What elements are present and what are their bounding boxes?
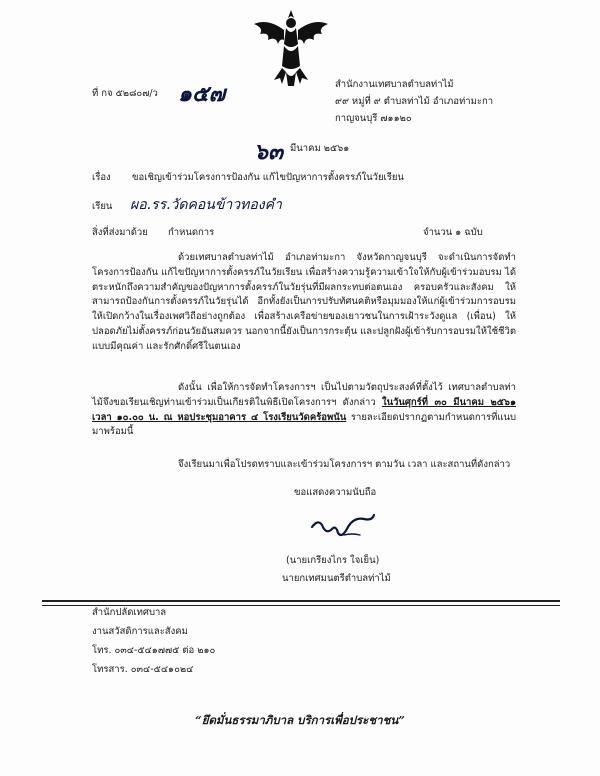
footer-department: สำนักปลัดเทศบาล: [92, 607, 167, 618]
office-name: สำนักงานเทศบาลตำบลท่าไม้: [335, 79, 454, 90]
body-paragraph-2-end: รายละเอียดปรากฏตามกำหนดการที่แนบมาพร้อมนี้: [92, 411, 516, 438]
body-paragraph-2-start: ดังนั้น เพื่อให้การจัดทำโครงการฯ เป็นไปตามวัตถุประสงค์ที่ตั้งไว้ เทศบาลตำบลท่าไม้จึงขอเรียนเชิญท่านเข้าร่วมเป็นเกียรติในพิธีเปิดโครงการฯ ดังกล่าว: [92, 382, 516, 408]
event-time-place: เวลา ๑๐.๐๐ น. ณ หอประชุมอาคาร ๔ โรงเรียนวัดคร้อพนัน: [92, 411, 347, 423]
event-date: ในวันศุกร์ที่ ๓๐ มีนาคม ๒๕๖๑: [381, 396, 516, 408]
document-number: [92, 87, 158, 100]
footer-phone: โทร. ๐๓๔-๕๔๑๗๗๕ ต่อ ๒๑๐: [92, 645, 216, 656]
footer-motto: “ยึดมั่นธรรมาภิบาล บริการเพื่อประชาชน”: [195, 713, 405, 727]
enclosure-text: กำหนดการ: [168, 227, 215, 238]
body-paragraph-2: [92, 381, 516, 440]
subject-text: ขอเชิญเข้าร่วมโครงการป้องกัน แก้ไขปัญหาการตั้งครรภ์ในวัยเรียน: [132, 172, 404, 183]
document-number-prefix: ที่ กจ ๕๒๘๐๗/ว: [92, 88, 158, 99]
body-paragraph-3: [92, 458, 516, 473]
garuda-emblem-icon: [250, 6, 332, 88]
subject-label: เรื่อง: [92, 172, 111, 183]
signer-name: (นายเกรียงไกร ใจเย็น): [286, 555, 380, 566]
signature-icon: [308, 505, 378, 545]
footer-section: งานสวัสดิการและสังคม: [92, 626, 188, 637]
date-day-handwritten: ๖๓: [254, 139, 284, 165]
office-address-line: ๙๙ หมู่ที่ ๙ ตำบลท่าไม้ อำเภอท่ามะกา: [335, 96, 494, 107]
body-paragraph-1-text: ด้วยเทศบาลตำบลท่าไม้ อำเภอท่ามะกา จังหวัดกาญจนบุรี จะดำเนินการจัดทำโครงการป้องกัน แก้ไขปัญหาการตั้งครรภ์ในวัยเรียน เพื่อสร้างความรู้ความเข้าใจให้กับผู้เข้าร่วมอบรม ได้ตระหนักถึงความสำคัญของปัญหาการตั้งครรภ์ในวัยรุ่นที่มีผลกระทบต่อตนเอง ครอบครัวและสังคม ให้สามารถป้องกันการตั้งครรภ์ในวัยรุ่นได้ อีกทั้งยังเป็นการปรับทัศนคติหรือมุมมองให้แก่ผู้เข้าร่วมการอบรม ให้เปิดกว้างในเรื่องเพศวิถีอย่างถูกต้อง เพื่อสร้างเครือข่ายของเยาวชนในการเฝ้าระวังดูแล (เพื่อน) ให้ปลอดภัยไม่ตั้งครรภ์ก่อนวัยอันสมควร นอกจากนี้ยังเป็นการกระตุ้น และปลูกฝังผู้เข้ารับการอบรมให้ใช้ชีวิตแบบมีคุณค่า และรักศักดิ์ศรีในตนเอง: [92, 252, 516, 352]
footer-fax: โทรสาร. ๐๓๔-๕๔๑๐๒๔: [92, 664, 194, 675]
enclosure-label: สิ่งที่ส่งมาด้วย: [92, 227, 148, 238]
closing-regards: ขอแสดงความนับถือ: [294, 487, 377, 498]
recipient-label: เรียน: [92, 201, 113, 212]
office-province-line: กาญจนบุรี ๗๑๑๒๐: [335, 113, 412, 124]
date-month-year: มีนาคม ๒๕๖๑: [290, 143, 350, 154]
body-paragraph-3-text: จึงเรียนมาเพื่อโปรดทราบและเข้าร่วมโครงการฯ ตามวัน เวลา และสถานที่ดังกล่าว: [178, 459, 511, 470]
enclosure-count: จำนวน ๑ ฉบับ: [423, 227, 483, 238]
recipient-handwritten: ผอ.รร.วัดคอนข้าวทองคำ: [130, 197, 282, 213]
divider-top: [42, 600, 560, 602]
signer-title: นายกเทศมนตรีตำบลท่าไม้: [282, 573, 391, 584]
document-number-handwritten: ๑๕๗: [178, 81, 226, 107]
body-paragraph-1: [92, 251, 516, 355]
